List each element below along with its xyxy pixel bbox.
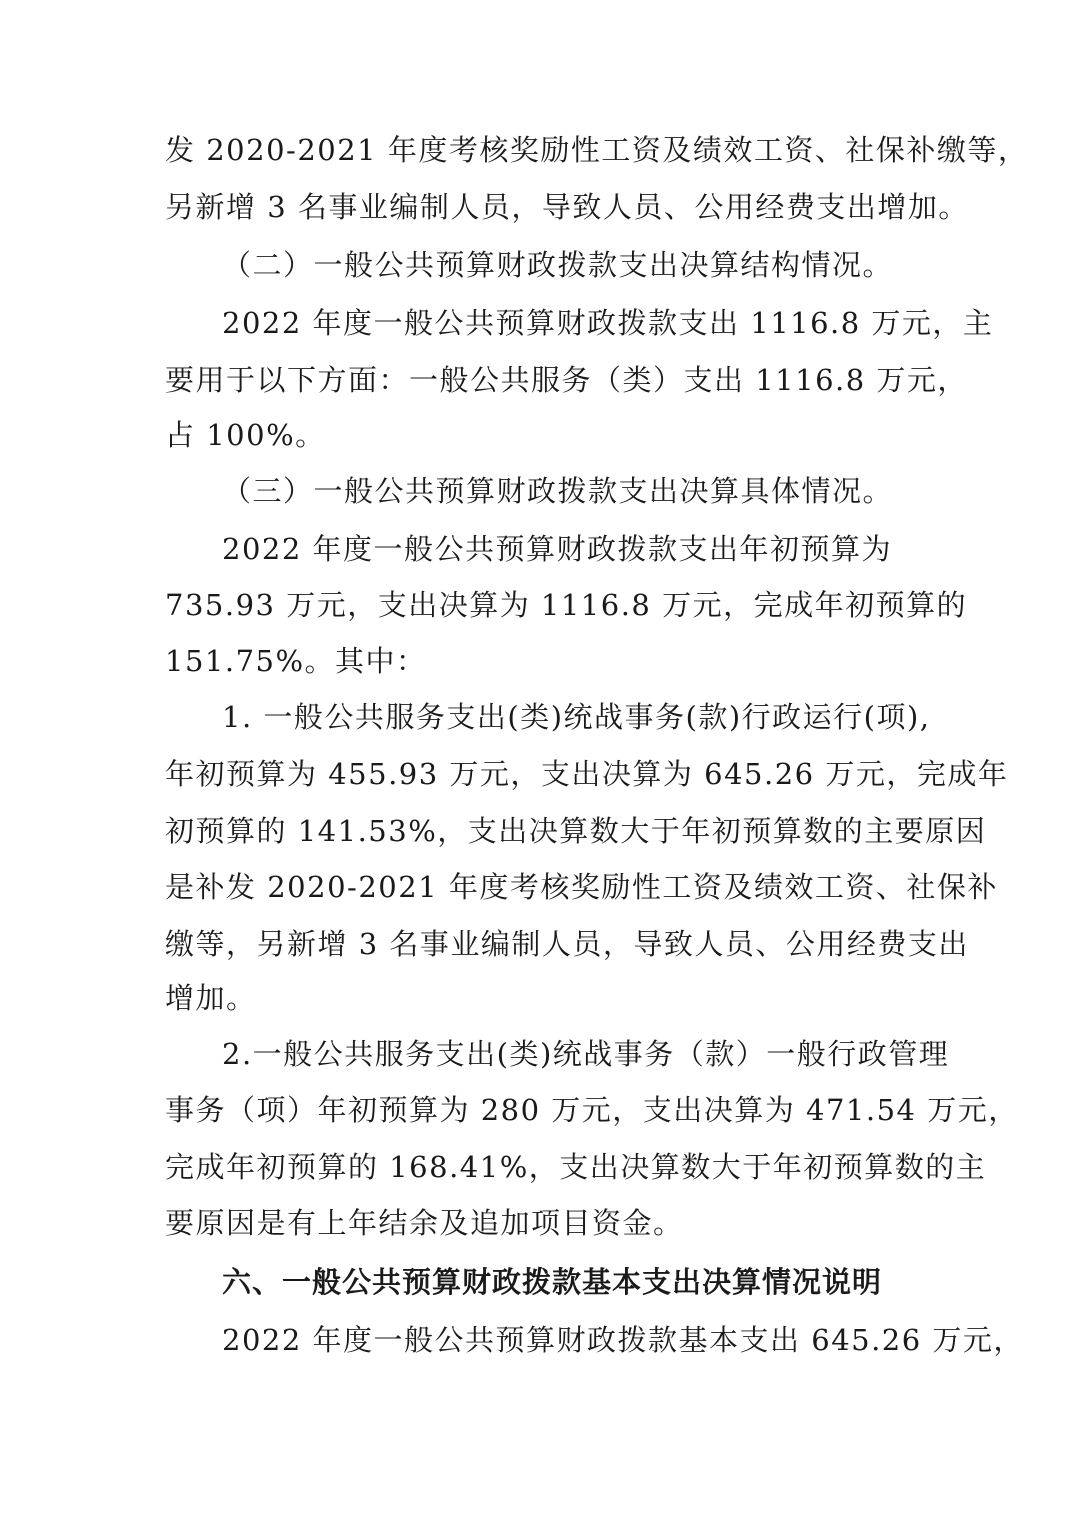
paragraph-line: 年初预算为 455.93 万元，支出决算为 645.26 万元，完成年 [165,757,1009,791]
paragraph-line: 要用于以下方面：一般公共服务（类）支出 1116.8 万元， [165,363,968,397]
paragraph-line: 占 100%。 [165,418,326,452]
paragraph-line: 151.75%。其中： [165,644,427,678]
paragraph-line: 另新增 3 名事业编制人员，导致人员、公用经费支出增加。 [165,190,969,224]
paragraph-line: 是补发 2020-2021 年度考核奖励性工资及绩效工资、社保补 [165,870,998,904]
paragraph-line: 事务（项）年初预算为 280 万元，支出决算为 471.54 万元， [165,1093,1019,1127]
paragraph-line: 735.93 万元，支出决算为 1116.8 万元，完成年初预算的 [165,588,968,622]
paragraph-line: 缴等，另新增 3 名事业编制人员，导致人员、公用经费支出 [165,927,969,961]
paragraph-line: 2022 年度一般公共预算财政拨款支出 1116.8 万元，主 [222,306,994,340]
list-item-line: 1. 一般公共服务支出(类)统战事务(款)行政运行(项), [222,700,931,734]
paragraph-line: 2022 年度一般公共预算财政拨款基本支出 645.26 万元， [222,1323,1024,1357]
list-item-line: 2.一般公共服务支出(类)统战事务（款）一般行政管理 [222,1037,950,1071]
section-heading: 六、一般公共预算财政拨款基本支出决算情况说明 [222,1265,883,1299]
section-subheading: （三）一般公共预算财政拨款支出决算具体情况。 [222,474,894,508]
paragraph-line: 要原因是有上年结余及追加项目资金。 [165,1206,684,1240]
paragraph-line: 增加。 [165,981,257,1015]
paragraph-line: 2022 年度一般公共预算财政拨款支出年初预算为 [222,532,893,566]
paragraph-line: 发 2020-2021 年度考核奖励性工资及绩效工资、社保补缴等， [165,133,1029,167]
section-subheading: （二）一般公共预算财政拨款支出决算结构情况。 [222,248,894,282]
paragraph-line: 完成年初预算的 168.41%，支出决算数大于年初预算数的主 [165,1150,987,1184]
paragraph-line: 初预算的 141.53%，支出决算数大于年初预算数的主要原因 [165,814,987,848]
